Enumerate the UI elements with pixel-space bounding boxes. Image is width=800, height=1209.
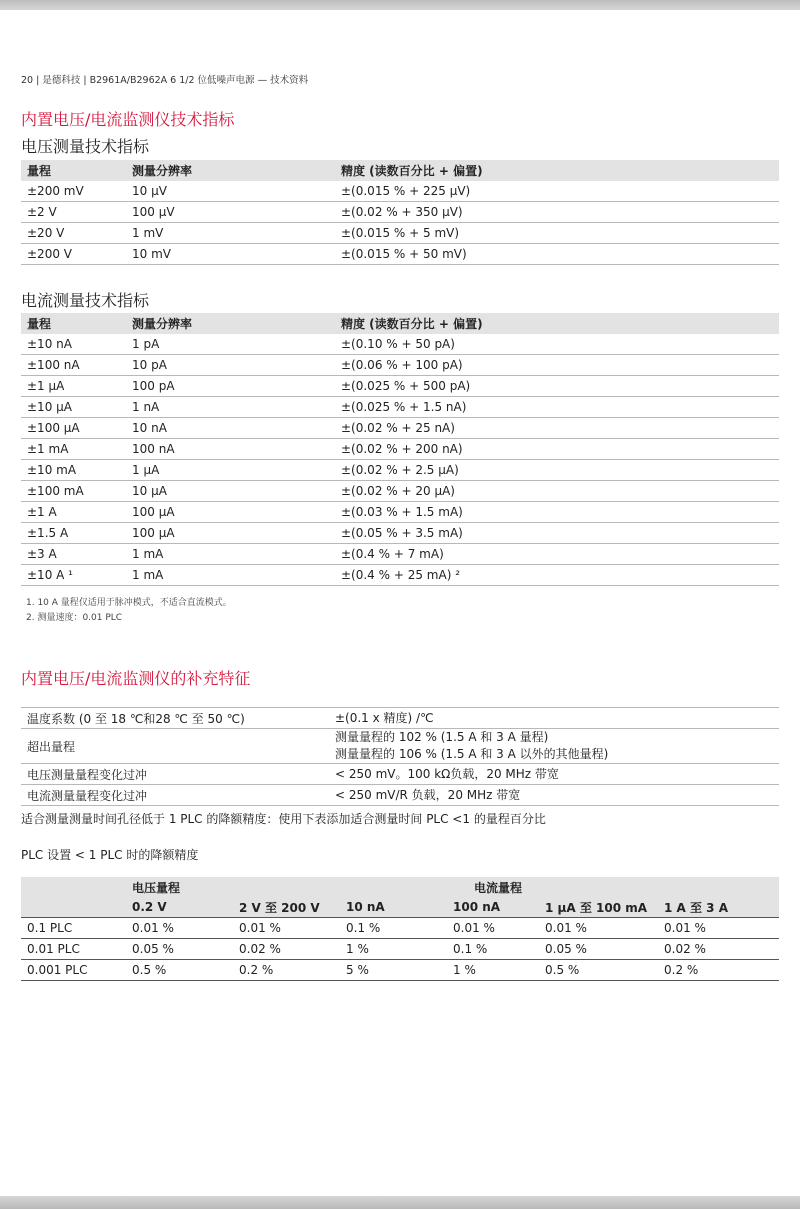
resolution-cell: 1 μA [126,460,335,481]
table-row [21,418,779,439]
plc-table-title: PLC 设置 < 1 PLC 时的降额精度 [21,848,199,862]
accuracy-cell: ±(0.02 % + 20 μA) [335,481,779,502]
derating-value-cell: 0.2 % [233,960,340,981]
accuracy-cell: ±(0.015 % + 50 mV) [335,244,779,265]
accuracy-cell: ±(0.02 % + 350 μV) [335,202,779,223]
derating-value-cell: 0.02 % [658,939,779,960]
range-cell: ±3 A [21,544,126,565]
resolution-cell: 10 nA [126,418,335,439]
table-row [21,544,779,565]
column-header: 测量分辨率 [126,313,335,334]
column-header: 1 μA 至 100 mA [539,897,658,918]
derating-value-cell: 0.5 % [126,960,233,981]
table-row [21,244,779,265]
column-header: 精度 (读数百分比 + 偏置) [335,160,779,181]
table-row [21,439,779,460]
range-cell: ±1 mA [21,439,126,460]
resolution-cell: 10 mV [126,244,335,265]
footnote: 1. 10 A 量程仅适用于脉冲模式，不适合直流模式。 [26,598,232,608]
range-cell: ±1 A [21,502,126,523]
resolution-cell: 1 pA [126,334,335,355]
supplemental-table [21,707,779,806]
resolution-cell: 100 nA [126,439,335,460]
page-header: 20 | 是德科技 | B2961A/B2962A 6 1/2 位低噪声电源 — 技术资料 [21,75,309,86]
viewer-bottom-edge [0,1196,800,1209]
resolution-cell: 100 pA [126,376,335,397]
resolution-cell: 10 μV [126,181,335,202]
column-header: 2 V 至 200 V [233,897,340,918]
footnote: 2. 测量速度：0.01 PLC [26,613,123,623]
range-cell: ±10 mA [21,460,126,481]
spec-value-line: 测量量程的 106 % (1.5 A 和 3 A 以外的其他量程) [335,747,609,761]
table-row [21,960,779,981]
spec-value [329,708,779,729]
table-row [21,397,779,418]
derating-value-cell: 0.1 % [340,918,447,939]
table-row [21,918,779,939]
spec-value [329,729,779,764]
table-row [21,202,779,223]
plc-label-cell: 0.001 PLC [21,960,126,981]
table-row [21,523,779,544]
accuracy-cell: ±(0.02 % + 200 nA) [335,439,779,460]
derating-value-cell: 0.01 % [447,918,539,939]
derating-value-cell: 0.01 % [539,918,658,939]
accuracy-cell: ±(0.05 % + 3.5 mA) [335,523,779,544]
spec-label: 超出量程 [21,729,329,764]
table-row [21,460,779,481]
spec-value [329,785,779,806]
accuracy-cell: ±(0.03 % + 1.5 mA) [335,502,779,523]
derating-value-cell: 0.1 % [447,939,539,960]
table-row [21,334,779,355]
table-row [21,729,779,764]
table-corner [21,877,126,897]
range-cell: ±20 V [21,223,126,244]
derating-value-cell: 0.5 % [539,960,658,981]
spec-label: 电压测量量程变化过冲 [21,764,329,785]
derating-note: 适合测量测量时间孔径低于 1 PLC 的降额精度：使用下表添加适合测量时间 PLC <1 的量程百分比 [21,812,546,826]
accuracy-cell: ±(0.025 % + 1.5 nA) [335,397,779,418]
resolution-cell: 100 μV [126,202,335,223]
column-header: 量程 [21,160,126,181]
resolution-cell: 100 μA [126,523,335,544]
resolution-cell: 1 nA [126,397,335,418]
plc-label-cell: 0.01 PLC [21,939,126,960]
section-title-monitor-specs: 内置电压/电流监测仪技术指标 [21,110,235,129]
resolution-cell: 10 μA [126,481,335,502]
accuracy-cell: ±(0.02 % + 25 nA) [335,418,779,439]
range-cell: ±1 μA [21,376,126,397]
table-row [21,708,779,729]
derating-value-cell: 5 % [340,960,447,981]
plc-derating-table [21,877,779,981]
resolution-cell: 1 mV [126,223,335,244]
spec-label: 温度系数 (0 至 18 ℃和28 ℃ 至 50 ℃) [21,708,329,729]
column-header: 0.2 V [126,897,233,918]
group-header-voltage: 电压量程 [126,877,340,897]
accuracy-cell: ±(0.06 % + 100 pA) [335,355,779,376]
resolution-cell: 1 mA [126,544,335,565]
range-cell: ±2 V [21,202,126,223]
voltage-spec-table [21,160,779,265]
accuracy-cell: ±(0.015 % + 5 mV) [335,223,779,244]
table-row [21,939,779,960]
accuracy-cell: ±(0.10 % + 50 pA) [335,334,779,355]
voltage-table-title: 电压测量技术指标 [21,137,150,156]
derating-value-cell: 0.05 % [126,939,233,960]
resolution-cell: 10 pA [126,355,335,376]
range-cell: ±100 mA [21,481,126,502]
accuracy-cell: ±(0.015 % + 225 μV) [335,181,779,202]
column-header: 1 A 至 3 A [658,897,779,918]
range-cell: ±1.5 A [21,523,126,544]
group-header-current: 电流量程 [340,877,779,897]
spec-value-line: 测量量程的 102 % (1.5 A 和 3 A 量程) [335,730,549,744]
range-cell: ±100 nA [21,355,126,376]
table-row [21,785,779,806]
accuracy-cell: ±(0.025 % + 500 pA) [335,376,779,397]
derating-value-cell: 0.01 % [233,918,340,939]
table-row [21,764,779,785]
range-cell: ±10 μA [21,397,126,418]
range-cell: ±10 nA [21,334,126,355]
accuracy-cell: ±(0.4 % + 25 mA) ² [335,565,779,586]
derating-value-cell: 0.01 % [658,918,779,939]
spec-value [329,764,779,785]
resolution-cell: 1 mA [126,565,335,586]
column-header: 10 nA [340,897,447,918]
section-title-supplemental: 内置电压/电流监测仪的补充特征 [21,669,251,688]
viewer-top-edge [0,0,800,10]
column-header: 100 nA [447,897,539,918]
derating-value-cell: 0.2 % [658,960,779,981]
spec-value-line: < 250 mV。100 kΩ负载，20 MHz 带宽 [335,766,559,781]
column-header: 精度 (读数百分比 + 偏置) [335,313,779,334]
derating-value-cell: 0.02 % [233,939,340,960]
spec-label: 电流测量量程变化过冲 [21,785,329,806]
derating-value-cell: 0.01 % [126,918,233,939]
range-cell: ±200 V [21,244,126,265]
table-row [21,481,779,502]
current-table-title: 电流测量技术指标 [21,291,150,310]
derating-value-cell: 1 % [447,960,539,981]
accuracy-cell: ±(0.4 % + 7 mA) [335,544,779,565]
derating-value-cell: 1 % [340,939,447,960]
table-row [21,355,779,376]
column-header: 测量分辨率 [126,160,335,181]
table-row [21,502,779,523]
table-row [21,376,779,397]
range-cell: ±200 mV [21,181,126,202]
table-row [21,181,779,202]
plc-label-cell: 0.1 PLC [21,918,126,939]
spec-value-line: ±(0.1 x 精度) /℃ [335,710,434,725]
table-row [21,223,779,244]
range-cell: ±10 A ¹ [21,565,126,586]
spec-value-line: < 250 mV/R 负载，20 MHz 带宽 [335,787,521,802]
table-row [21,565,779,586]
table-corner [21,897,126,918]
document-page [0,10,800,1196]
range-cell: ±100 μA [21,418,126,439]
derating-value-cell: 0.05 % [539,939,658,960]
accuracy-cell: ±(0.02 % + 2.5 μA) [335,460,779,481]
column-header: 量程 [21,313,126,334]
current-spec-table [21,313,779,586]
resolution-cell: 100 μA [126,502,335,523]
